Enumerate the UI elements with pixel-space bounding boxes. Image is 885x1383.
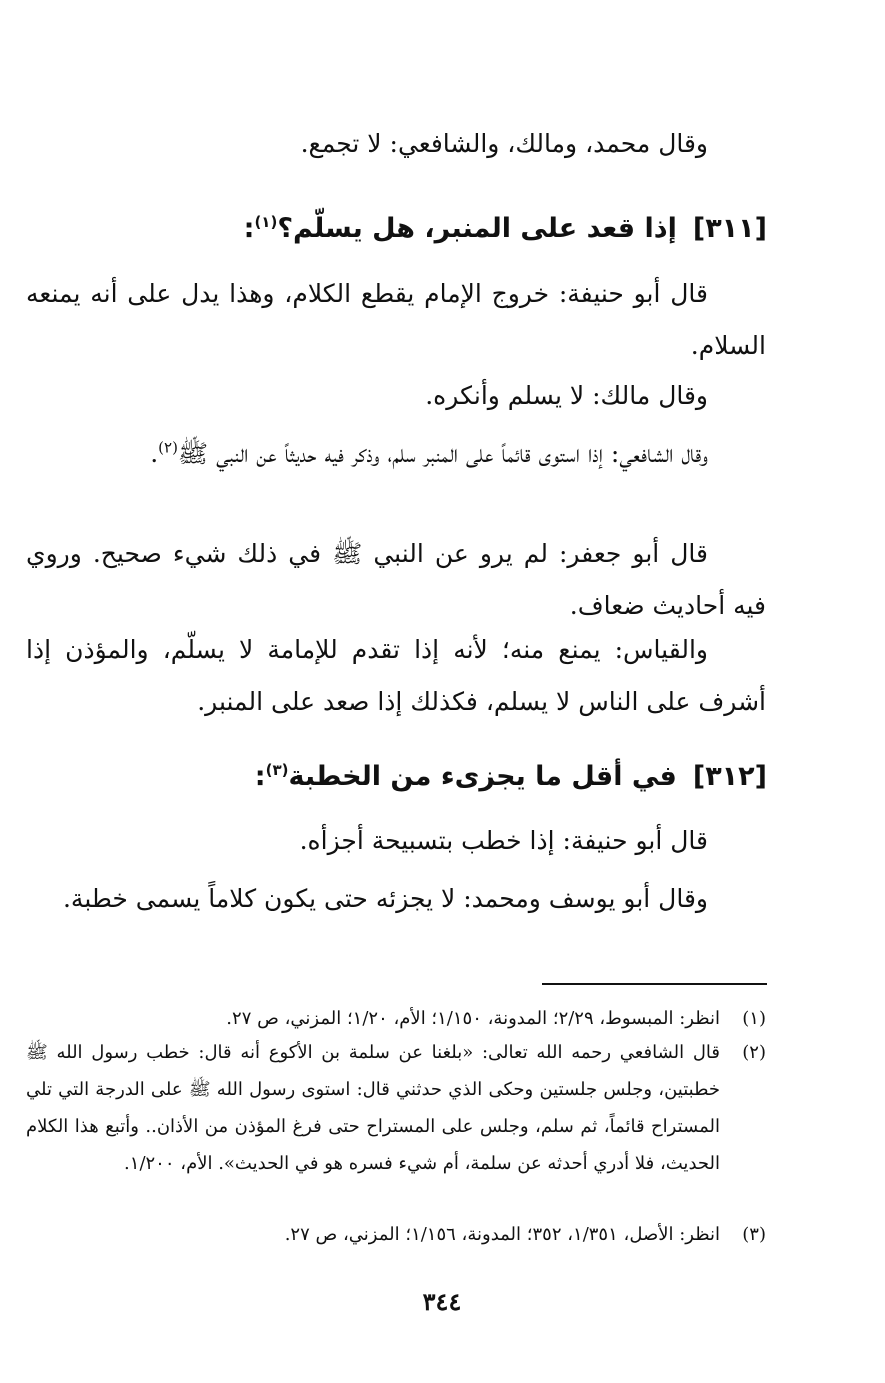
section-heading-311 <box>244 209 767 249</box>
paragraph-abu-yusuf-312: وقال أبو يوسف ومحمد: لا يجزئه حتى يكون كلاماً يسمى خطبة. <box>62 884 708 913</box>
paragraph-malik-311: وقال مالك: لا يسلم وأنكره. <box>425 381 708 410</box>
section-title-311: إذا قعد على المنبر، هل يسلّم؟ <box>277 213 677 244</box>
heading-colon-311: : <box>243 213 255 244</box>
section-heading-312 <box>255 757 767 797</box>
footnote-marker-2: (٢) <box>742 1042 766 1063</box>
footnote-2 <box>26 1034 766 1182</box>
footnote-3 <box>26 1216 766 1253</box>
footnote-text-3: انظر: الأصل، ١/٣٥١، ٣٥٢؛ المدونة، ١/١٥٦؛ المزني، ص ٢٧. <box>284 1224 720 1245</box>
section-number-312: [٣١٢] <box>692 761 767 792</box>
footnote-marker-3: (٣) <box>742 1224 766 1245</box>
footnote-marker-1: (١) <box>742 1008 766 1029</box>
paragraph-qiyas-311: والقياس: يمنع منه؛ لأنه إذا تقدم للإمامة لا يسلّم، والمؤذن إذا أشرف على الناس لا يسلم، فكذلك إذا صعد على المنبر. <box>26 635 766 716</box>
page-number: ٣٤٤ <box>422 1287 462 1316</box>
footnote-text-2: قال الشافعي رحمه الله تعالى: «بلغنا عن سلمة بن الأكوع أنه قال: خطب رسول الله ﷺ خطبتين، وجلس جلستين وحكى الذي حدثني قال: استوى رسول الله ﷺ على الدرجة التي تلي المستراح قائماً، ثم سلم، وجلس على المستراح حتى فرغ المؤذن من الأذان.. وأتبع هذا الكلام الحديث، فلا أدري أحدثه عن سلمة، أم شيء فسره هو في الحديث». الأم، ١/٢٠٠. <box>26 1042 720 1174</box>
footnote-text-1: انظر: المبسوط، ٢/٢٩؛ المدونة، ١/١٥٠؛ الأم، ١/٢٠؛ المزني، ص ٢٧. <box>226 1008 720 1029</box>
paragraph-shafii-311 <box>26 428 766 480</box>
paragraph-shafii-end: . <box>150 439 159 468</box>
footnote-separator <box>542 983 767 985</box>
paragraph-abu-hanifa-311: قال أبو حنيفة: خروج الإمام يقطع الكلام، وهذا يدل على أنه يمنعه السلام. <box>26 279 766 360</box>
paragraph-shafii-text: وقال الشافعي: إذا استوى قائماً على المنبر سلم، وذكر فيه حديثاً عن النبي ﷺ <box>177 439 708 468</box>
paragraph-abu-jafar-311: قال أبو جعفر: لم يرو عن النبي ﷺ في ذلك شيء صحيح. وروي فيه أحاديث ضعاف. <box>26 539 766 620</box>
paragraph-abu-hanifa-312: قال أبو حنيفة: إذا خطب بتسبيحة أجزأه. <box>299 826 708 855</box>
intro-line: وقال محمد، ومالك، والشافعي: لا تجمع. <box>300 129 708 158</box>
section-number-311: [٣١١] <box>692 213 767 244</box>
footnote-1 <box>26 1000 766 1037</box>
section-title-312: في أقل ما يجزىء من الخطبة <box>288 761 677 792</box>
footnote-ref-3: (٣) <box>265 761 289 779</box>
footnote-ref-1: (١) <box>254 213 278 231</box>
heading-colon-312: : <box>254 761 266 792</box>
footnote-ref-2: (٢) <box>158 438 178 457</box>
